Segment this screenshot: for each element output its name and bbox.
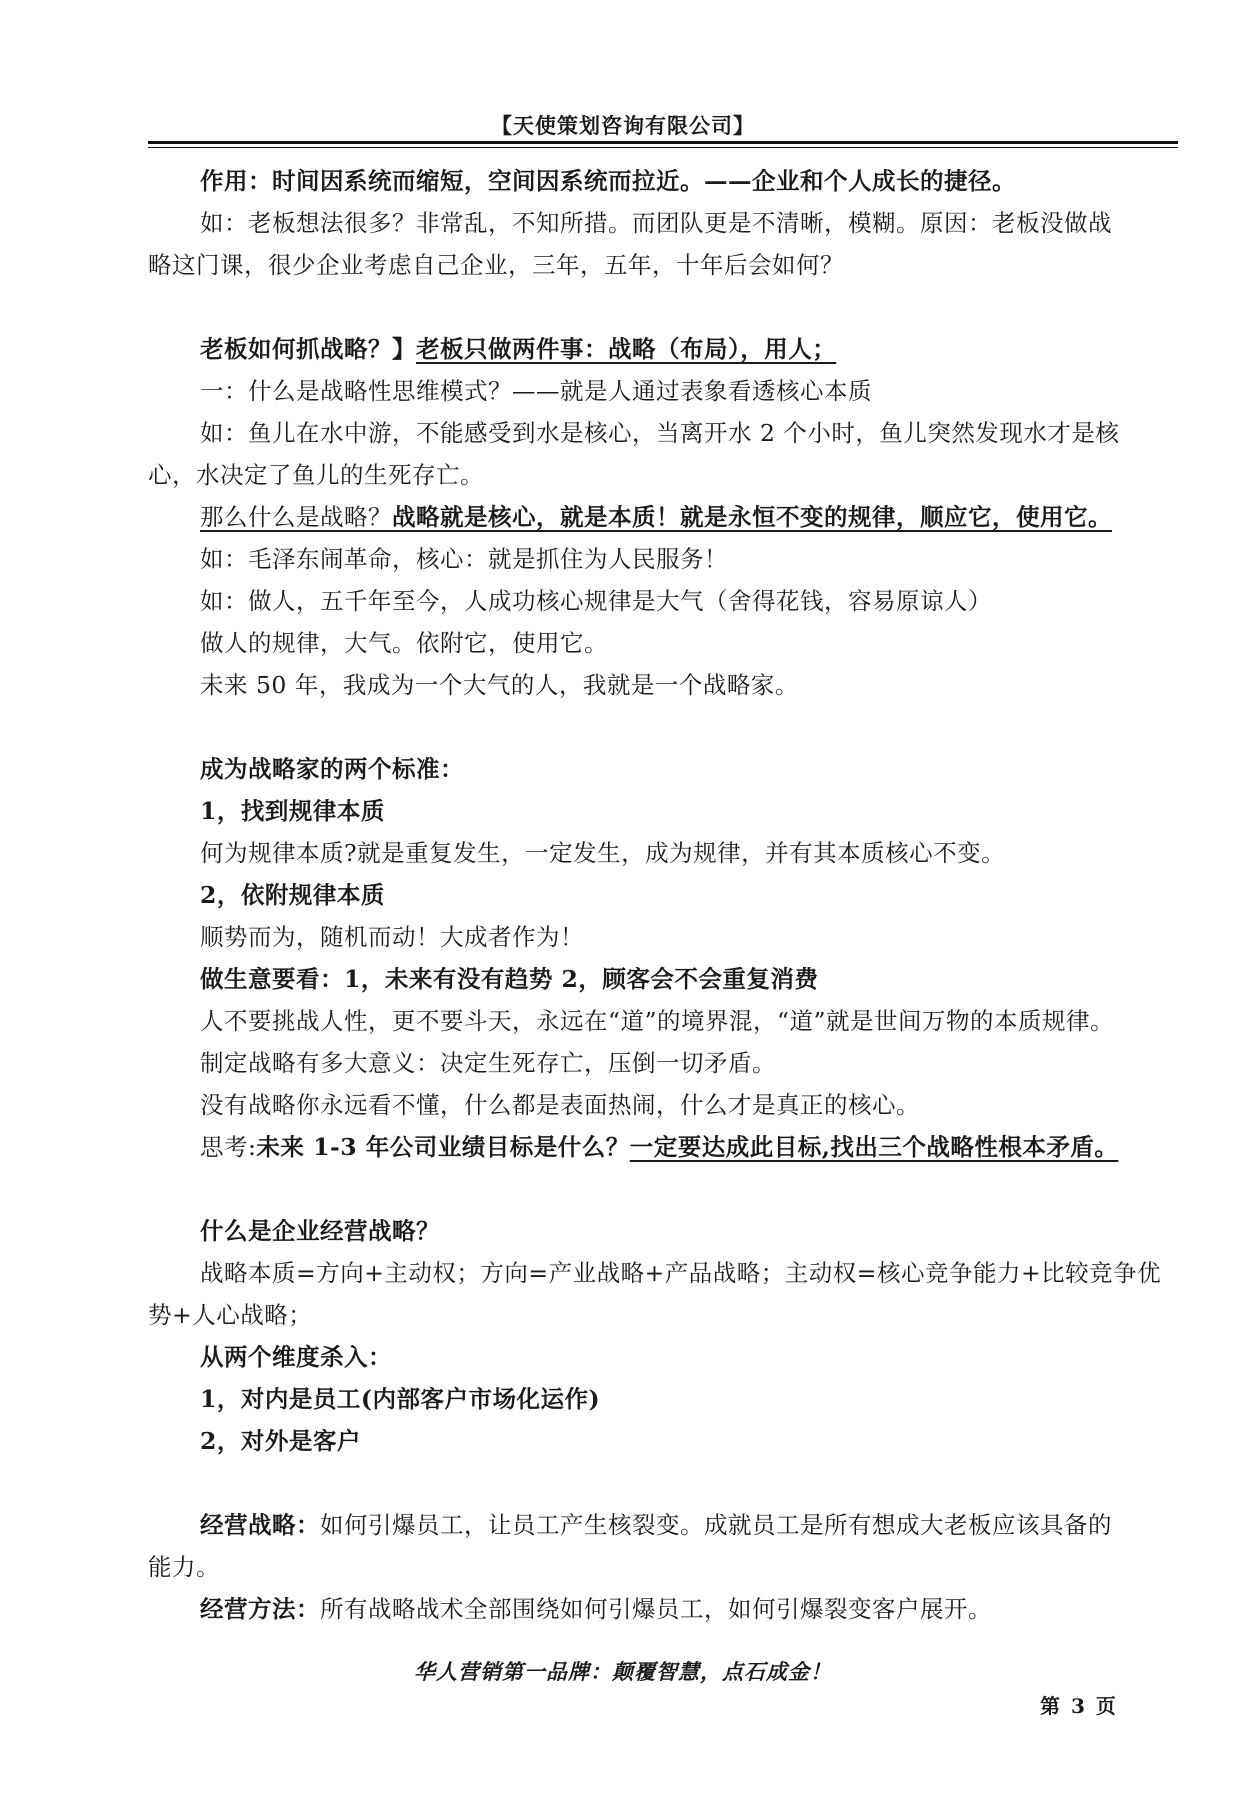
list-item: 1，找到规律本质 — [200, 797, 385, 825]
paragraph — [148, 1504, 1178, 1546]
paragraph: 作用：时间因系统而缩短，空间因系统而拉近。——企业和个人成长的捷径。 — [200, 167, 1016, 195]
plain-text: 如何引爆员工，让员工产生核裂变。成就员工是所有想成大老板应该具备的 — [320, 1511, 1112, 1539]
paragraph — [148, 496, 1178, 538]
section-heading: 什么是企业经营战略？ — [200, 1217, 440, 1245]
section-heading: 成为战略家的两个标准： — [200, 755, 464, 783]
heading-text: 老板如何抓战略？】 — [200, 335, 416, 363]
paragraph — [148, 1126, 1178, 1168]
plain-text: 那么什么是战略？ — [200, 503, 392, 531]
header-rule-thin — [148, 147, 1178, 148]
document-body — [148, 160, 1178, 1630]
list-item: 2，依附规律本质 — [200, 881, 385, 909]
header-rule-thick — [148, 141, 1178, 144]
list-item: 2，对外是客户 — [200, 1427, 361, 1455]
plain-text: 所有战略战术全部围绕如何引爆员工，如何引爆裂变客户展开。 — [320, 1595, 992, 1623]
company-header: 【天使策划咨询有限公司】 — [491, 114, 755, 138]
paragraph-continuation: 势+人心战略； — [148, 1301, 313, 1329]
paragraph: 如：老板想法很多？非常乱，不知所措。而团队更是不清晰，模糊。原因：老板没做战 — [200, 209, 1112, 237]
paragraph-continuation: 心，水决定了鱼儿的生死存亡。 — [148, 461, 484, 489]
paragraph: 人不要挑战人性，更不要斗天，永远在“道”的境界混，“道”就是世间万物的本质规律。 — [200, 1007, 1115, 1035]
paragraph: 未来 50 年，我成为一个大气的人，我就是一个战略家。 — [200, 671, 799, 699]
paragraph: 何为规律本质?就是重复发生，一定发生，成为规律，并有其本质核心不变。 — [200, 839, 1006, 867]
list-item: 1，对内是员工(内部客户市场化运作) — [200, 1385, 601, 1413]
section-heading — [148, 328, 1178, 370]
bold-text: 经营战略： — [200, 1511, 320, 1539]
paragraph: 一：什么是战略性思维模式？——就是人通过表象看透核心本质 — [200, 377, 872, 405]
paragraph-continuation: 略这门课，很少企业考虑自己企业，三年，五年，十年后会如何？ — [148, 251, 844, 279]
paragraph: 如：鱼儿在水中游，不能感受到水是核心，当离开水 2 个小时，鱼儿突然发现水才是核 — [200, 419, 1120, 447]
paragraph: 制定战略有多大意义：决定生死存亡，压倒一切矛盾。 — [200, 1049, 776, 1077]
paragraph: 从两个维度杀入： — [200, 1343, 392, 1371]
underlined-text: 老板只做两件事：战略（布局），用人； — [416, 335, 837, 363]
underlined-text: 一定要达成此目标,找出三个战略性根本矛盾。 — [629, 1133, 1119, 1161]
paragraph: 如：做人，五千年至今，人成功核心规律是大气（舍得花钱，容易原谅人） — [200, 587, 992, 615]
paragraph — [148, 1588, 1178, 1630]
paragraph: 没有战略你永远看不懂，什么都是表面热闹，什么才是真正的核心。 — [200, 1091, 920, 1119]
paragraph-continuation: 能力。 — [148, 1553, 220, 1581]
paragraph: 做人的规律，大气。依附它，使用它。 — [200, 629, 608, 657]
paragraph: 战略本质=方向+主动权；方向=产业战略+产品战略；主动权=核心竞争能力+比较竞争优 — [200, 1259, 1162, 1287]
footer-slogan: 华人营销第一品牌：颠覆智慧，点石成金！ — [414, 1659, 832, 1684]
bold-text: 战略就是核心，就是本质！就是永恒不变的规律，顺应它，使用它。 — [392, 503, 1112, 531]
page-number: 第 3 页 — [1040, 1694, 1118, 1718]
paragraph: 如：毛泽东闹革命，核心：就是抓住为人民服务！ — [200, 545, 728, 573]
paragraph: 顺势而为，随机而动！大成者作为！ — [200, 923, 584, 951]
plain-text: 思考: — [200, 1133, 257, 1161]
paragraph: 做生意要看：1，未来有没有趋势 2，顾客会不会重复消费 — [200, 965, 819, 993]
bold-text: 经营方法： — [200, 1595, 320, 1623]
bold-text: 未来 1-3 年公司业绩目标是什么？ — [256, 1133, 630, 1161]
